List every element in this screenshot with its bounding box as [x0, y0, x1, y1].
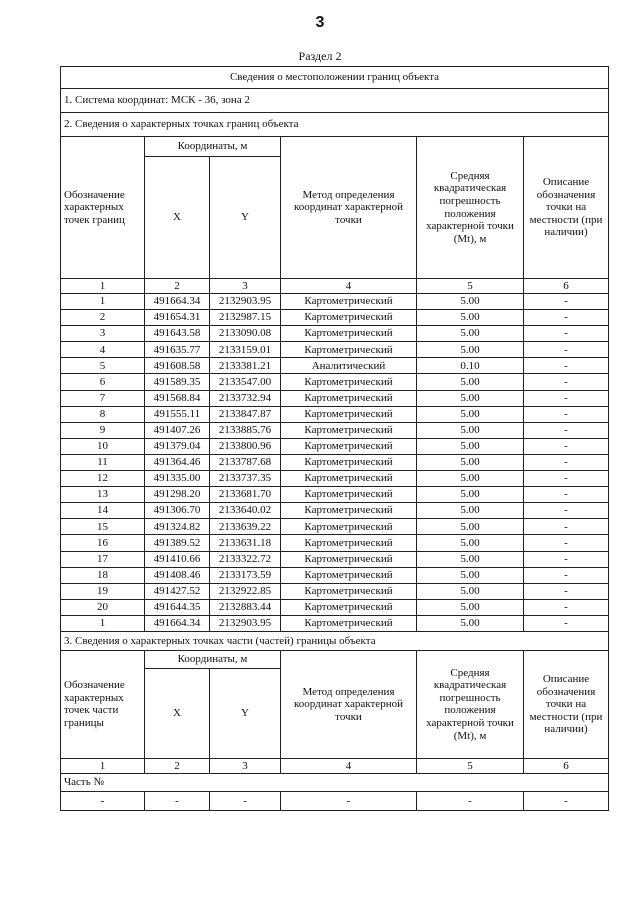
x-cell: 491664.34 — [145, 294, 210, 310]
header3-method: Метод определения координат характерной точки — [281, 650, 417, 758]
point-id-cell: 9 — [61, 422, 145, 438]
point-id-cell: 4 — [61, 342, 145, 358]
y-cell: 2133381.21 — [210, 358, 281, 374]
table-row — [61, 406, 609, 422]
table-row — [61, 615, 609, 631]
method-cell: Картометрический — [281, 615, 417, 631]
y-cell: 2132903.95 — [210, 615, 281, 631]
section2-title-row — [61, 113, 609, 137]
mt-cell: 5.00 — [417, 503, 524, 519]
method-cell: Картометрический — [281, 342, 417, 358]
x-cell: 491654.31 — [145, 310, 210, 326]
section2-title: 2. Сведения о характерных точках границ объекта — [61, 113, 609, 137]
header-coordinates: Координаты, м — [145, 137, 281, 157]
x-cell: 491568.84 — [145, 390, 210, 406]
description-cell: - — [524, 551, 609, 567]
table-row — [61, 390, 609, 406]
description-cell: - — [524, 342, 609, 358]
x-cell: 491635.77 — [145, 342, 210, 358]
method-cell: Картометрический — [281, 310, 417, 326]
table-row — [61, 358, 609, 374]
empty-cell: - — [417, 791, 524, 810]
mt-cell: 5.00 — [417, 471, 524, 487]
description-cell: - — [524, 535, 609, 551]
mt-cell: 5.00 — [417, 342, 524, 358]
point-id-cell: 6 — [61, 374, 145, 390]
x-cell: 491608.58 — [145, 358, 210, 374]
table-row — [61, 374, 609, 390]
section3-title: 3. Сведения о характерных точках части (частей) границы объекта — [61, 631, 609, 650]
y-cell: 2133885.76 — [210, 422, 281, 438]
table-row — [61, 583, 609, 599]
header-x: X — [145, 157, 210, 279]
empty-cell: - — [61, 791, 145, 810]
description-cell: - — [524, 406, 609, 422]
point-id-cell: 20 — [61, 599, 145, 615]
description-cell: - — [524, 583, 609, 599]
point-id-cell: 16 — [61, 535, 145, 551]
x-cell: 491410.66 — [145, 551, 210, 567]
method-cell: Картометрический — [281, 294, 417, 310]
mt-cell: 5.00 — [417, 599, 524, 615]
column-number: 2 — [145, 758, 210, 773]
column-number: 4 — [281, 758, 417, 773]
point-id-cell: 2 — [61, 310, 145, 326]
description-cell: - — [524, 374, 609, 390]
y-cell: 2132987.15 — [210, 310, 281, 326]
description-cell: - — [524, 487, 609, 503]
y-cell: 2132922.85 — [210, 583, 281, 599]
header3-row-top — [61, 650, 609, 668]
mt-cell: 5.00 — [417, 487, 524, 503]
point-id-cell: 12 — [61, 471, 145, 487]
column-number: 5 — [417, 758, 524, 773]
header3-y: Y — [210, 668, 281, 758]
point-id-cell: 19 — [61, 583, 145, 599]
description-cell: - — [524, 390, 609, 406]
mt-cell: 5.00 — [417, 374, 524, 390]
point-id-cell: 7 — [61, 390, 145, 406]
y-cell: 2132903.95 — [210, 294, 281, 310]
header3-point-designation: Обозначение характерных точек части границы — [61, 650, 145, 758]
column-number: 4 — [281, 279, 417, 294]
points-body — [61, 294, 609, 632]
x-cell: 491589.35 — [145, 374, 210, 390]
x-cell: 491298.20 — [145, 487, 210, 503]
y-cell: 2132883.44 — [210, 599, 281, 615]
x-cell: 491427.52 — [145, 583, 210, 599]
coordinate-system: 1. Система координат: МСК - 36, зона 2 — [61, 89, 609, 113]
point-id-cell: 1 — [61, 615, 145, 631]
header3-coordinates: Координаты, м — [145, 650, 281, 668]
description-cell: - — [524, 471, 609, 487]
empty-cell: - — [524, 791, 609, 810]
method-cell: Картометрический — [281, 326, 417, 342]
header3-x: X — [145, 668, 210, 758]
point-id-cell: 8 — [61, 406, 145, 422]
point-id-cell: 13 — [61, 487, 145, 503]
x-cell: 491643.58 — [145, 326, 210, 342]
description-cell: - — [524, 454, 609, 470]
method-cell: Картометрический — [281, 519, 417, 535]
column-number: 3 — [210, 279, 281, 294]
point-id-cell: 15 — [61, 519, 145, 535]
column-number: 2 — [145, 279, 210, 294]
method-cell: Картометрический — [281, 599, 417, 615]
method-cell: Картометрический — [281, 390, 417, 406]
header-description: Описание обозначения точки на местности (при наличии) — [524, 137, 609, 279]
column-number: 5 — [417, 279, 524, 294]
part-empty-row — [61, 791, 609, 810]
column-number: 6 — [524, 279, 609, 294]
description-cell: - — [524, 422, 609, 438]
description-cell: - — [524, 310, 609, 326]
page-number: 3 — [315, 14, 325, 31]
point-id-cell: 10 — [61, 438, 145, 454]
point-id-cell: 3 — [61, 326, 145, 342]
column-numbers-row-3 — [61, 758, 609, 773]
method-cell: Аналитический — [281, 358, 417, 374]
y-cell: 2133787.68 — [210, 454, 281, 470]
description-cell: - — [524, 326, 609, 342]
x-cell: 491408.46 — [145, 567, 210, 583]
y-cell: 2133090.08 — [210, 326, 281, 342]
point-id-cell: 5 — [61, 358, 145, 374]
x-cell: 491379.04 — [145, 438, 210, 454]
empty-cell: - — [145, 791, 210, 810]
y-cell: 2133681.70 — [210, 487, 281, 503]
x-cell: 491306.70 — [145, 503, 210, 519]
point-id-cell: 11 — [61, 454, 145, 470]
table-row — [61, 326, 609, 342]
table-row — [61, 471, 609, 487]
table-row — [61, 438, 609, 454]
description-cell: - — [524, 294, 609, 310]
mt-cell: 5.00 — [417, 310, 524, 326]
mt-cell: 5.00 — [417, 406, 524, 422]
empty-cell: - — [210, 791, 281, 810]
mt-cell: 5.00 — [417, 294, 524, 310]
description-cell: - — [524, 599, 609, 615]
x-cell: 491664.34 — [145, 615, 210, 631]
method-cell: Картометрический — [281, 567, 417, 583]
mt-cell: 5.00 — [417, 583, 524, 599]
method-cell: Картометрический — [281, 454, 417, 470]
x-cell: 491389.52 — [145, 535, 210, 551]
y-cell: 2133631.18 — [210, 535, 281, 551]
y-cell: 2133800.96 — [210, 438, 281, 454]
mt-cell: 5.00 — [417, 326, 524, 342]
mt-cell: 5.00 — [417, 422, 524, 438]
x-cell: 491407.26 — [145, 422, 210, 438]
x-cell: 491555.11 — [145, 406, 210, 422]
table-row — [61, 294, 609, 310]
table-row — [61, 454, 609, 470]
y-cell: 2133732.94 — [210, 390, 281, 406]
y-cell: 2133173.59 — [210, 567, 281, 583]
mt-cell: 5.00 — [417, 551, 524, 567]
x-cell: 491324.82 — [145, 519, 210, 535]
table-row — [61, 310, 609, 326]
x-cell: 491335.00 — [145, 471, 210, 487]
section-label: Раздел 2 — [298, 49, 342, 63]
coordinate-system-row — [61, 89, 609, 113]
column-number: 1 — [61, 758, 145, 773]
header-point-designation: Обозначение характерных точек границ — [61, 137, 145, 279]
table-title: Сведения о местоположении границ объекта — [61, 67, 609, 89]
section3-title-row — [61, 631, 609, 650]
table-row — [61, 519, 609, 535]
header3-error: Средняя квадратическая погрешность положения характерной точки (Mt), м — [417, 650, 524, 758]
table-row — [61, 487, 609, 503]
method-cell: Картометрический — [281, 438, 417, 454]
method-cell: Картометрический — [281, 487, 417, 503]
description-cell: - — [524, 358, 609, 374]
column-number: 1 — [61, 279, 145, 294]
table-title-row — [61, 67, 609, 89]
table-row — [61, 342, 609, 358]
header-row-top — [61, 137, 609, 157]
table-row — [61, 551, 609, 567]
table-row — [61, 503, 609, 519]
table-row — [61, 567, 609, 583]
header-error: Средняя квадратическая погрешность положения характерной точки (Mt), м — [417, 137, 524, 279]
description-cell: - — [524, 503, 609, 519]
method-cell: Картометрический — [281, 583, 417, 599]
method-cell: Картометрический — [281, 374, 417, 390]
point-id-cell: 17 — [61, 551, 145, 567]
header-method: Метод определения координат характерной точки — [281, 137, 417, 279]
method-cell: Картометрический — [281, 406, 417, 422]
method-cell: Картометрический — [281, 551, 417, 567]
mt-cell: 5.00 — [417, 519, 524, 535]
boundary-table — [60, 66, 609, 811]
description-cell: - — [524, 519, 609, 535]
y-cell: 2133847.87 — [210, 406, 281, 422]
table-row — [61, 422, 609, 438]
empty-cell: - — [281, 791, 417, 810]
header3-description: Описание обозначения точки на местности (при наличии) — [524, 650, 609, 758]
y-cell: 2133547.00 — [210, 374, 281, 390]
table-row — [61, 599, 609, 615]
y-cell: 2133639.22 — [210, 519, 281, 535]
column-number: 3 — [210, 758, 281, 773]
method-cell: Картометрический — [281, 503, 417, 519]
column-numbers-row — [61, 279, 609, 294]
y-cell: 2133322.72 — [210, 551, 281, 567]
point-id-cell: 14 — [61, 503, 145, 519]
y-cell: 2133640.02 — [210, 503, 281, 519]
mt-cell: 5.00 — [417, 454, 524, 470]
y-cell: 2133159.01 — [210, 342, 281, 358]
x-cell: 491644.35 — [145, 599, 210, 615]
method-cell: Картометрический — [281, 471, 417, 487]
point-id-cell: 18 — [61, 567, 145, 583]
mt-cell: 5.00 — [417, 567, 524, 583]
mt-cell: 5.00 — [417, 390, 524, 406]
x-cell: 491364.46 — [145, 454, 210, 470]
column-number: 6 — [524, 758, 609, 773]
mt-cell: 0.10 — [417, 358, 524, 374]
header-y: Y — [210, 157, 281, 279]
part-row — [61, 773, 609, 791]
description-cell: - — [524, 615, 609, 631]
mt-cell: 5.00 — [417, 535, 524, 551]
table-row — [61, 535, 609, 551]
mt-cell: 5.00 — [417, 615, 524, 631]
mt-cell: 5.00 — [417, 438, 524, 454]
part-label: Часть № — [61, 773, 609, 791]
method-cell: Картометрический — [281, 422, 417, 438]
description-cell: - — [524, 567, 609, 583]
description-cell: - — [524, 438, 609, 454]
point-id-cell: 1 — [61, 294, 145, 310]
method-cell: Картометрический — [281, 535, 417, 551]
y-cell: 2133737.35 — [210, 471, 281, 487]
